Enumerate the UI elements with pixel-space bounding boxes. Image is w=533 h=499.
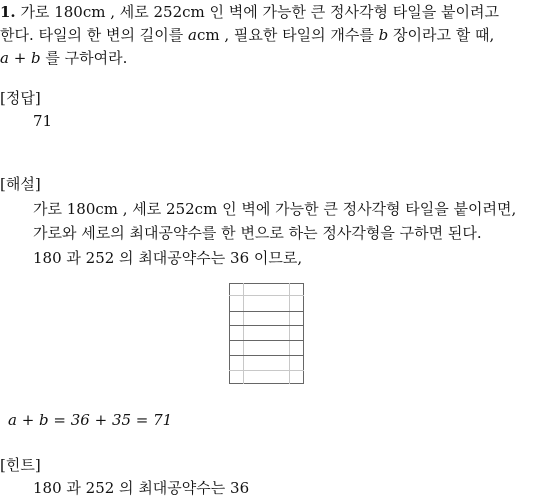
question-text-2a: 한다. 타일의 한 변의 길이를 (0, 26, 188, 44)
question-number: 1. (0, 3, 16, 21)
variable-a: a (188, 26, 197, 44)
question-text-3: 를 구하여라. (40, 49, 128, 67)
hint-tag: [힌트] (0, 456, 41, 474)
solution-line-2: 가로와 세로의 최대공약수를 한 변으로 하는 정사각형을 구하면 된다. (33, 224, 482, 242)
question-text-2c: 장이라고 할 때, (388, 26, 495, 44)
answer-value: 71 (33, 112, 53, 130)
answer-tag: [정답] (0, 89, 41, 107)
hint-line-1: 180 과 252 의 최대공약수는 36 (33, 479, 250, 497)
question-line-2 (0, 24, 494, 46)
solution-line-1: 가로 180cm , 세로 252cm 인 벽에 가능한 큰 정사각형 타일을 붙이려면, (33, 200, 517, 218)
expression-a-plus-b: a + b (0, 49, 41, 67)
question-line-1 (0, 1, 499, 23)
question-text-1: 가로 180cm , 세로 252cm 인 벽에 가능한 큰 정사각형 타일을 붙이려고 (15, 3, 499, 21)
solution-formula: a + b = 36 + 35 = 71 (8, 411, 173, 429)
question-line-3 (0, 47, 127, 69)
solution-tag: [해설] (0, 175, 41, 193)
variable-b: b (378, 26, 389, 44)
grid-outer-border (230, 284, 304, 384)
tile-grid-figure (229, 283, 304, 384)
solution-line-3: 180 과 252 의 최대공약수는 36 이므로, (33, 249, 303, 267)
question-text-2b: cm , 필요한 타일의 개수를 (196, 26, 379, 44)
